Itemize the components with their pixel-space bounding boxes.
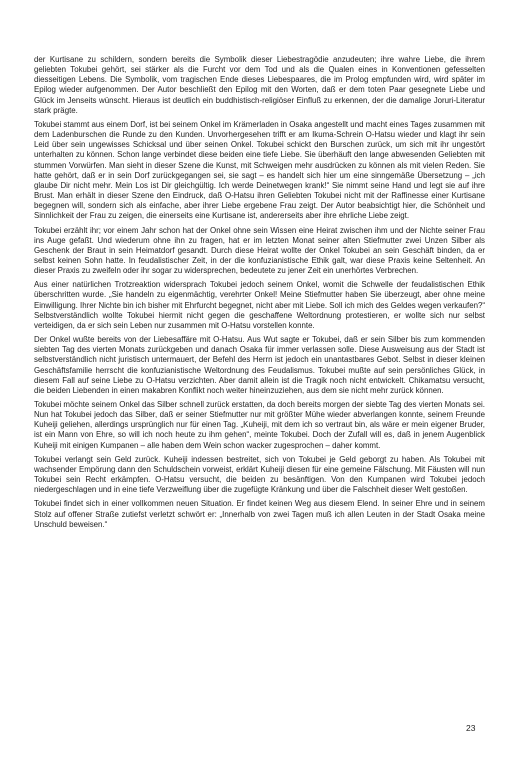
body-paragraph: Der Onkel wußte bereits von der Liebesaffäre mit O-Hatsu. Aus Wut sagte er Tokubei, daß er sein Silber bis zum kommenden siebten Tag des vierten Monats zurückgeben und danach Osaka für immer verlassen solle. Diese Ausweisung aus der Stadt ist selbstverständlich nicht juristisch untermauert, der Befehl des Herrn ist jedoch ein unantastbares Gebot. Selbst in dieser kleinen Geschäftsfamilie herrscht die konfuzianistische Weltordnung des Feudalismus. Tokubei mußte auf sein persönliches Glück, in diesem Fall auf seine Liebe zu O-Hatsu verzichten. Aber damit allein ist die Tragik noch nicht entwickelt. Chikamatsu versucht, die beiden Liebenden in einen makabren Konflikt noch weiter hineinzuziehen, aus dem sie nicht mehr zurück können. <box>34 335 485 395</box>
body-paragraph: der Kurtisane zu schildern, sondern bereits die Symbolik dieser Liebestragödie anzudeuten; ihre wahre Liebe, die ihrem geliebten Tokubei gehört, sei stärker als die Furcht vor dem Tod und als die Qualen eines in Konventionen gefesselten diesseitigen Lebens. Die Symbolik, vom tragischen Ende dieses Liebespaares, die im Prolog empfunden wird, wird später im Epilog wieder aufgenommen. Der Autor beschließt den Epilog mit den Worten, daß er dem toten Paar gesegnete Liebe und Glück im Jenseits wünscht. Hieraus ist deutlich ein buddhistisch-religiöser Einfluß zu erkennen, der die damalige Joruri-Literatur stark prägte. <box>34 55 485 115</box>
body-paragraph: Tokubei erzählt ihr; vor einem Jahr schon hat der Onkel ohne sein Wissen eine Heirat zwischen ihm und der Nichte seiner Frau ins Auge gefaßt. Und wiederum ohne ihn zu fragen, hat er im letzten Monat seiner alten Stiefmutter zwei Unzen Silber als Geschenk der Braut in sein Heimatdorf gesandt. Durch diese Heirat wollte der Onkel Tokubei an sein Geschäft binden, da er selbst keinen Sohn hatte. In feudalistischer Zeit, in der die konfuzianistische Ethik galt, war diese Praxis keine Seltenheit. An dieser Praxis zu zweifeln oder ihr sogar zu widersprechen, bedeutete zu jener Zeit ein unerhörtes Verbrechen. <box>34 225 485 276</box>
body-paragraph: Tokubei möchte seinem Onkel das Silber schnell zurück erstatten, da doch bereits morgen der siebte Tag des vierten Monats sei. Nun hat Tokubei jedoch das Silber, daß er seiner Stiefmutter nur mit größter Mühe wieder abverlangen konnte, seinem Freunde Kuheiji geliehen, allerdings ursprünglich nur für einen Tag. „Kuheiji, mit dem ich so vertraut bin, als wäre er mein eigener Bruder, ist ein Mann von Ehre, so will ich noch heute zu ihm gehen“, meinte Tokubei. Doch der Zufall will es, daß in jenem Augenblick Kuheiji mit einigen Kumpanen – alle haben dem Wein schon wacker zugesprochen – daher kommt. <box>34 400 485 450</box>
body-paragraph: Aus einer natürlichen Trotzreaktion widersprach Tokubei jedoch seinem Onkel, womit die Schwelle der feudalistischen Ethik überschritten wurde. „Sie handeln zu eigenmächtig, verehrter Onkel! Meine Stiefmutter haben Sie überzeugt, aber ohne meine Einwilligung. Ihrer Nichte bin ich bisher mit Ehrfurcht begegnet, nicht aber mit Liebe. Soll ich mich des Geldes wegen verkaufen?“ Selbstverständlich wollte Tokubei hiermit nicht gegen die geschaffene Weltordnung protestieren, er wollte sich nur selbst verteidigen, da er sich sein Leben nur zusammen mit O-Hatsu vorstellen konnte. <box>34 280 485 330</box>
body-paragraph: Tokubei verlangt sein Geld zurück. Kuheiji indessen bestreitet, sich von Tokubei je Geld geborgt zu haben. Als Tokubei mit wachsender Empörung dann den Schuldschein vorweist, erklärt Kuheiji diesen für eine gemeine Fälschung. Mit Fäusten will nun Tokubei sein Recht erkämpfen. O-Hatsu versucht, die beiden zu besänftigen. Von den Kumpanen wird Tokubei jedoch niedergeschlagen und in eine tiefe Verzweiflung über die zugefügte Kränkung und über die Falschheit dieser Welt gestoßen. <box>34 454 485 495</box>
body-paragraph: Tokubei stammt aus einem Dorf, ist bei seinem Onkel im Krämerladen in Osaka angestellt und macht eines Tages zusammen mit dem Ladenburschen die Runde zu den Kunden. Unvorhergesehen trifft er am Ikuma-Schrein O-Hatsu wieder und klagt ihr sein Leid über sein ungewisses Schicksal und über seinen Onkel. Tokubei schickt den Burschen zurück, um sich mit ihr ungestört unterhalten zu können. Schon lange verbindet diese beiden eine tiefe Liebe. Sie überhäuft den lange abwesenden Geliebten mit stummen Vorwürfen. Man sieht in dieser Szene die Kunst, mit Schweigen mehr ausdrücken zu können als mit vielen Reden. Sie hatte gehört, daß er in sein Dorf zurückgegangen sei, sie sagt – es handelt sich hier um eine sinngemäße Übersetzung – „ich glaube Dir nicht mehr. Mein Los ist Dir gleichgültig. Ich werde Deinetwegen krank!“ Sie nimmt seine Hand und legt sie auf ihre Brust. Man erhält in dieser Szene den Eindruck, daß O-Hatsu ihren Geliebten Tokubei nicht mit der Raffinesse einer Kurtisane begegnen will, sondern sich als einfache, aber ihrer Liebe ergebene Frau zeigt. Der Autor beabsichtigt hier, die Schönheit und Sinnlichkeit der Frau zu zeigen, die einerseits eine Kurtisane ist, andererseits aber ihre ehrliche Liebe zeigt. <box>34 119 485 221</box>
body-paragraph: Tokubei findet sich in einer vollkommen neuen Situation. Er findet keinen Weg aus diesem Elend. In seiner Ehre und in seinem Stolz auf offener Straße zutiefst verletzt schwört er: „Innerhalb von zwei Tagen muß ich allen Leuten in der Stadt Osaka meine Unschuld beweisen.“ <box>34 499 485 529</box>
page-number: 23 <box>466 723 476 733</box>
document-page <box>34 55 485 715</box>
